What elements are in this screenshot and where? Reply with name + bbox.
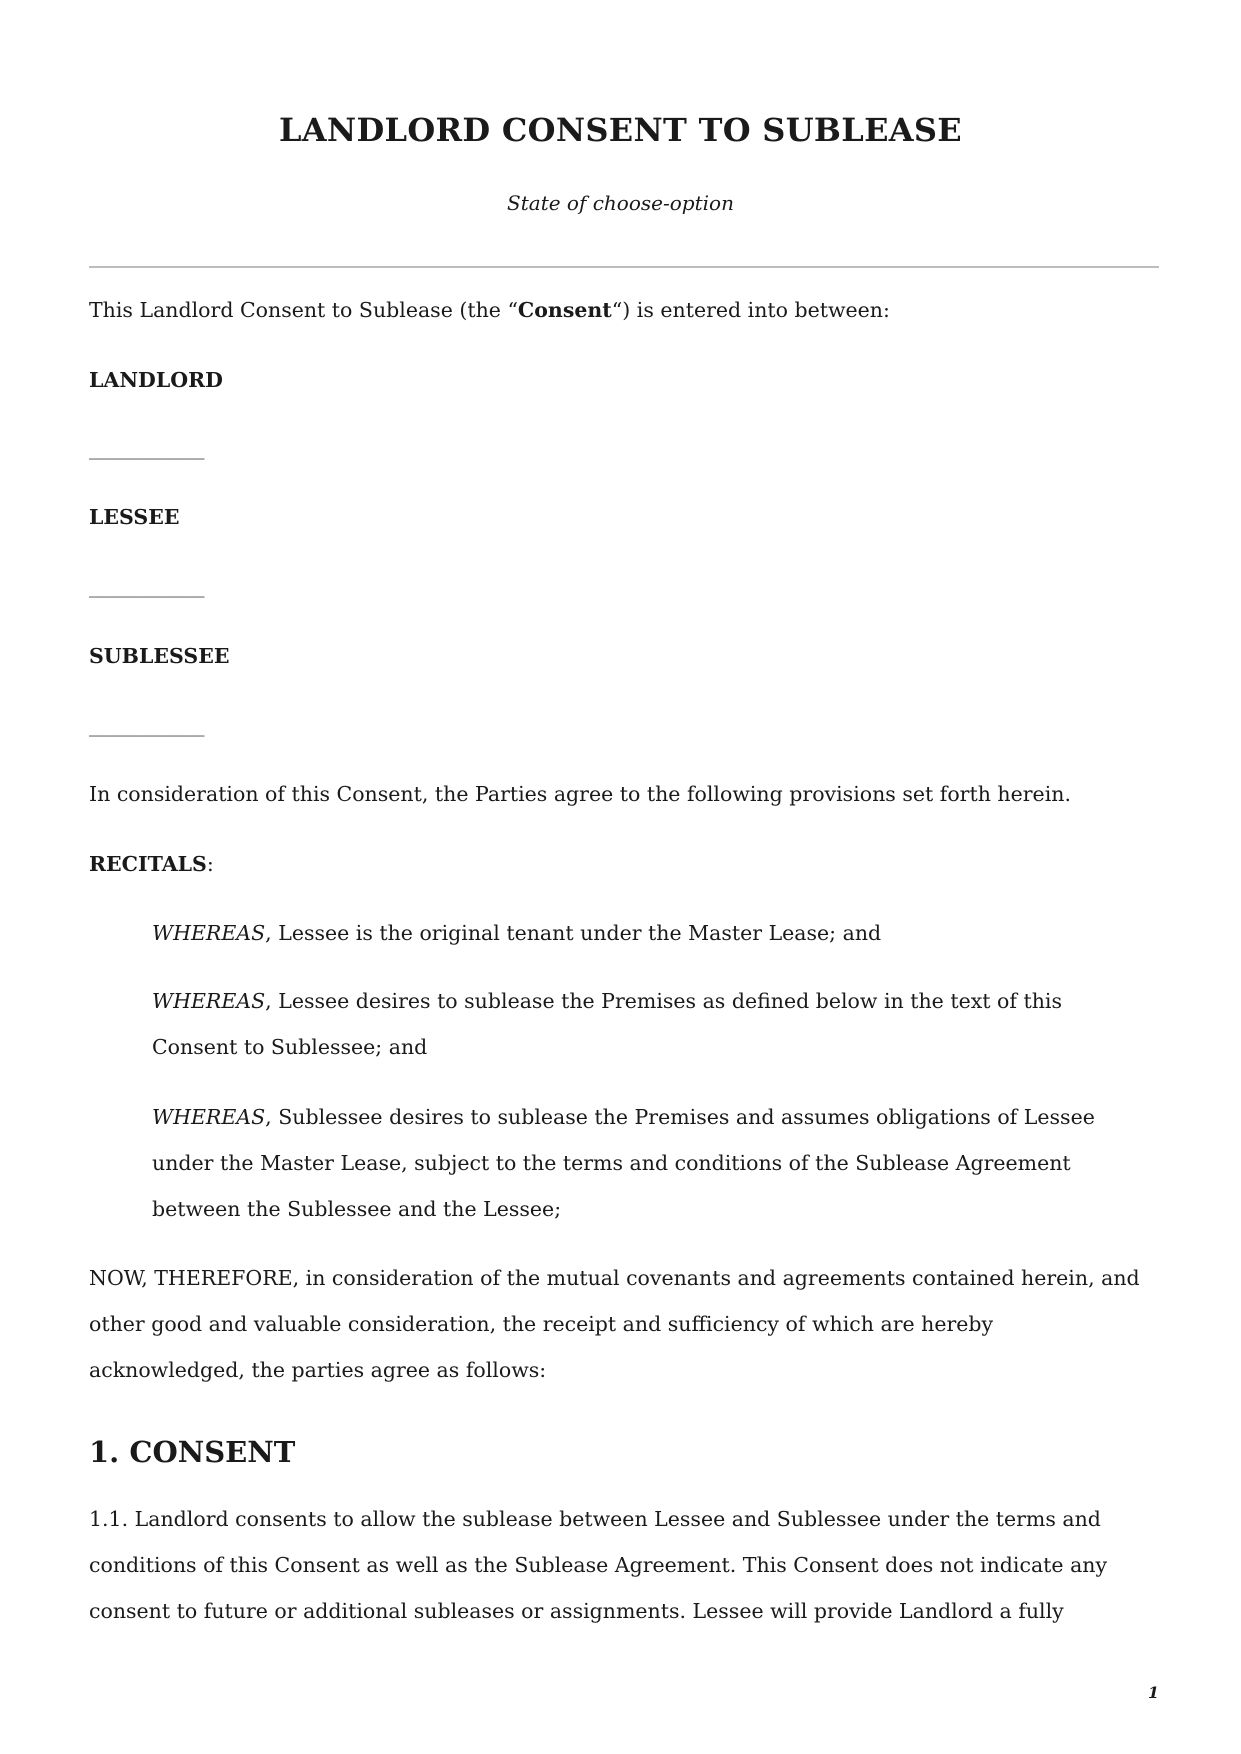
recitals-colon: : [206, 852, 214, 876]
recitals-label: RECITALS [89, 852, 207, 876]
recital-line: , Lessee is the original tenant under the Master Lease; and [265, 921, 882, 945]
paragraph-line: acknowledged, the parties agree as follows: [89, 1358, 547, 1382]
party-label-landlord: LANDLORD [89, 368, 223, 392]
paragraph-line: conditions of this Consent as well as the Sublease Agreement. This Consent does not indicate any [89, 1553, 1108, 1577]
paragraph-line: 1.1. Landlord consents to allow the sublease between Lessee and Sublessee under the terms and [89, 1507, 1101, 1531]
recital-1 [152, 910, 1227, 956]
paragraph-line: other good and valuable consideration, the receipt and sufficiency of which are hereby [89, 1312, 994, 1336]
recital-lead: WHEREAS [152, 1105, 266, 1129]
recitals-heading [89, 841, 1164, 887]
intro-text: This Landlord Consent to Sublease (the “ [89, 298, 518, 322]
recital-3 [152, 1094, 1227, 1232]
party-label-lessee: LESSEE [89, 505, 180, 529]
recital-line: Consent to Sublessee; and [152, 1035, 428, 1059]
recital-line: , Sublessee desires to sublease the Premises and assumes obligations of Lessee [265, 1105, 1095, 1129]
document-title: LANDLORD CONSENT TO SUBLEASE [279, 111, 962, 149]
clause-1-1 [89, 1496, 1164, 1634]
document-subtitle: State of choose-option [507, 191, 734, 215]
recital-lead: WHEREAS [152, 989, 266, 1013]
recital-line: , Lessee desires to sublease the Premises as defined below in the text of this [265, 989, 1062, 1013]
recital-lead: WHEREAS [152, 921, 266, 945]
intro-defined-term: Consent [517, 298, 612, 322]
consideration-paragraph: In consideration of this Consent, the Parties agree to the following provisions set forth herein. [89, 782, 1071, 806]
section-heading-consent: 1. CONSENT [89, 1435, 296, 1469]
paragraph-line: consent to future or additional subleases or assignments. Lessee will provide Landlord a fully [89, 1599, 1064, 1623]
page-number: 1 [1147, 1683, 1159, 1702]
lessee-blank-line: __________ [89, 570, 204, 598]
recital-2 [152, 978, 1227, 1070]
recital-line: under the Master Lease, subject to the terms and conditions of the Sublease Agreement [152, 1151, 1071, 1175]
sublessee-blank-line: __________ [89, 709, 204, 737]
intro-text-end: “) is entered into between: [611, 298, 890, 322]
intro-paragraph [89, 287, 1164, 333]
landlord-blank-line: __________ [89, 432, 204, 460]
now-therefore-paragraph [89, 1255, 1164, 1393]
divider [89, 266, 1159, 268]
paragraph-line: NOW, THEREFORE, in consideration of the mutual covenants and agreements contained herein, and [89, 1266, 1140, 1290]
party-label-sublessee: SUBLESSEE [89, 644, 230, 668]
recital-line: between the Sublessee and the Lessee; [152, 1197, 562, 1221]
